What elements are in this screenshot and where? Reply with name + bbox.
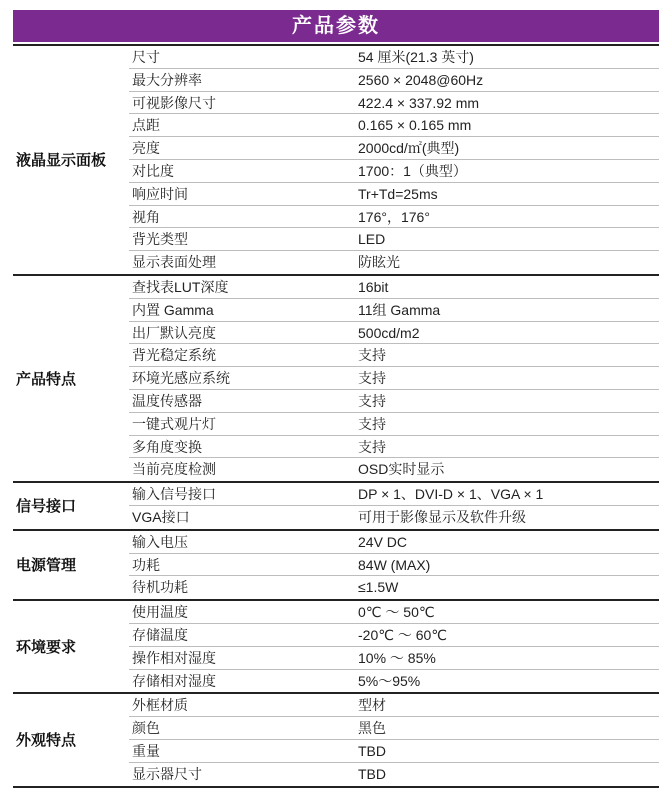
spec-value: TBD [358, 765, 386, 782]
spec-label: 当前亮度检测 [132, 461, 216, 478]
spec-row [129, 299, 659, 322]
spec-value: 黑色 [358, 720, 386, 737]
spec-value: TBD [358, 742, 386, 759]
spec-row [129, 183, 659, 206]
spec-row [129, 624, 659, 647]
spec-row [129, 390, 659, 413]
spec-value: 500cd/m2 [358, 324, 420, 341]
spec-label: 最大分辨率 [132, 71, 202, 88]
spec-value: 2000cd/㎡(典型) [358, 140, 460, 157]
spec-label: 温度传感器 [132, 392, 202, 409]
spec-label: 待机功耗 [132, 579, 188, 596]
spec-row [129, 670, 659, 693]
spec-row [129, 137, 659, 160]
spec-value: 支持 [358, 415, 386, 432]
section-rows [129, 276, 659, 481]
spec-row [129, 413, 659, 436]
spec-label: 操作相对湿度 [132, 649, 216, 666]
spec-row [129, 554, 659, 577]
spec-label: 背光类型 [132, 231, 188, 248]
spec-section [13, 601, 659, 694]
section-title: 信号接口 [16, 498, 77, 516]
spec-row [129, 647, 659, 670]
spec-row [129, 251, 659, 274]
spec-section [13, 46, 659, 276]
spec-value: 支持 [358, 438, 386, 455]
spec-section [13, 276, 659, 483]
spec-row [129, 717, 659, 740]
spec-label: 可视影像尺寸 [132, 94, 216, 111]
spec-value: 防眩光 [358, 254, 400, 271]
spec-value: 2560 × 2048@60Hz [358, 71, 484, 88]
spec-label: 背光稳定系统 [132, 347, 216, 364]
spec-value: DP × 1、DVI-D × 1、VGA × 1 [358, 486, 544, 503]
spec-row [129, 206, 659, 229]
spec-row [129, 436, 659, 459]
section-rows [129, 483, 659, 529]
spec-label: 存储温度 [132, 626, 188, 643]
spec-section [13, 531, 659, 601]
spec-row [129, 322, 659, 345]
spec-label: 存储相对湿度 [132, 672, 216, 689]
spec-section [13, 483, 659, 531]
spec-row [129, 694, 659, 717]
spec-row [129, 46, 659, 69]
spec-label: 功耗 [132, 556, 160, 573]
spec-label: 出厂默认亮度 [132, 324, 216, 341]
spec-table [13, 44, 659, 788]
spec-label: 输入电压 [132, 533, 188, 550]
spec-row [129, 114, 659, 137]
spec-row [129, 763, 659, 786]
spec-value: 24V DC [358, 533, 408, 550]
spec-row [129, 367, 659, 390]
section-rows [129, 46, 659, 274]
spec-value: 422.4 × 337.92 mm [358, 94, 480, 111]
spec-label: 一键式观片灯 [132, 415, 216, 432]
page-title: 产品参数 [13, 10, 659, 42]
spec-value: 16bit [358, 278, 389, 295]
spec-row [129, 601, 659, 624]
spec-row [129, 506, 659, 529]
spec-value: 支持 [358, 392, 386, 409]
spec-value: OSD实时显示 [358, 461, 445, 478]
spec-row [129, 458, 659, 481]
section-title: 电源管理 [16, 557, 77, 575]
spec-label: 亮度 [132, 140, 160, 157]
spec-label: 显示表面处理 [132, 254, 216, 271]
spec-value: 0℃ ～ 50℃ [358, 604, 435, 621]
spec-label: 环境光感应系统 [132, 370, 230, 387]
spec-value: 176°，176° [358, 208, 430, 225]
spec-label: 显示器尺寸 [132, 765, 202, 782]
section-rows [129, 601, 659, 692]
spec-label: 查找表LUT深度 [132, 278, 229, 295]
section-title: 液晶显示面板 [16, 152, 107, 170]
section-rows [129, 694, 659, 785]
spec-row [129, 228, 659, 251]
spec-row [129, 69, 659, 92]
spec-value: 0.165 × 0.165 mm [358, 117, 472, 134]
spec-label: 点距 [132, 117, 160, 134]
spec-value: 11组 Gamma [358, 301, 441, 318]
spec-label: 对比度 [132, 162, 174, 179]
spec-value: ≤1.5W [358, 579, 399, 596]
section-rows [129, 531, 659, 599]
spec-label: 重量 [132, 742, 160, 759]
spec-row [129, 276, 659, 299]
spec-label: 使用温度 [132, 604, 188, 621]
spec-value: 型材 [358, 697, 386, 714]
spec-value: 54 厘米(21.3 英寸) [358, 49, 474, 65]
spec-row [129, 576, 659, 599]
section-title: 外观特点 [16, 732, 77, 750]
spec-value: 可用于影像显示及软件升级 [358, 508, 526, 525]
spec-label: 输入信号接口 [132, 486, 216, 503]
spec-value: 84W (MAX) [358, 556, 431, 573]
spec-label: 响应时间 [132, 185, 188, 202]
spec-label: 尺寸 [132, 49, 160, 65]
spec-label: 多角度变换 [132, 438, 202, 455]
spec-value: LED [358, 231, 386, 248]
spec-row [129, 344, 659, 367]
spec-value: -20℃ ～ 60℃ [358, 626, 448, 643]
spec-row [129, 483, 659, 506]
spec-value: 10% ～ 85% [358, 649, 436, 666]
spec-label: 视角 [132, 208, 160, 225]
spec-row [129, 160, 659, 183]
spec-value: Tr+Td=25ms [358, 185, 438, 202]
section-title: 产品特点 [16, 371, 77, 389]
spec-value: 支持 [358, 347, 386, 364]
spec-label: VGA接口 [132, 508, 190, 525]
spec-row [129, 740, 659, 763]
spec-label: 外框材质 [132, 697, 188, 714]
spec-value: 5%～95% [358, 672, 421, 689]
spec-row [129, 92, 659, 115]
spec-value: 1700：1（典型） [358, 162, 467, 179]
spec-label: 内置 Gamma [132, 301, 214, 318]
section-title: 环境要求 [16, 639, 77, 657]
spec-row [129, 531, 659, 554]
spec-label: 颜色 [132, 720, 160, 737]
spec-value: 支持 [358, 370, 386, 387]
spec-section [13, 694, 659, 787]
